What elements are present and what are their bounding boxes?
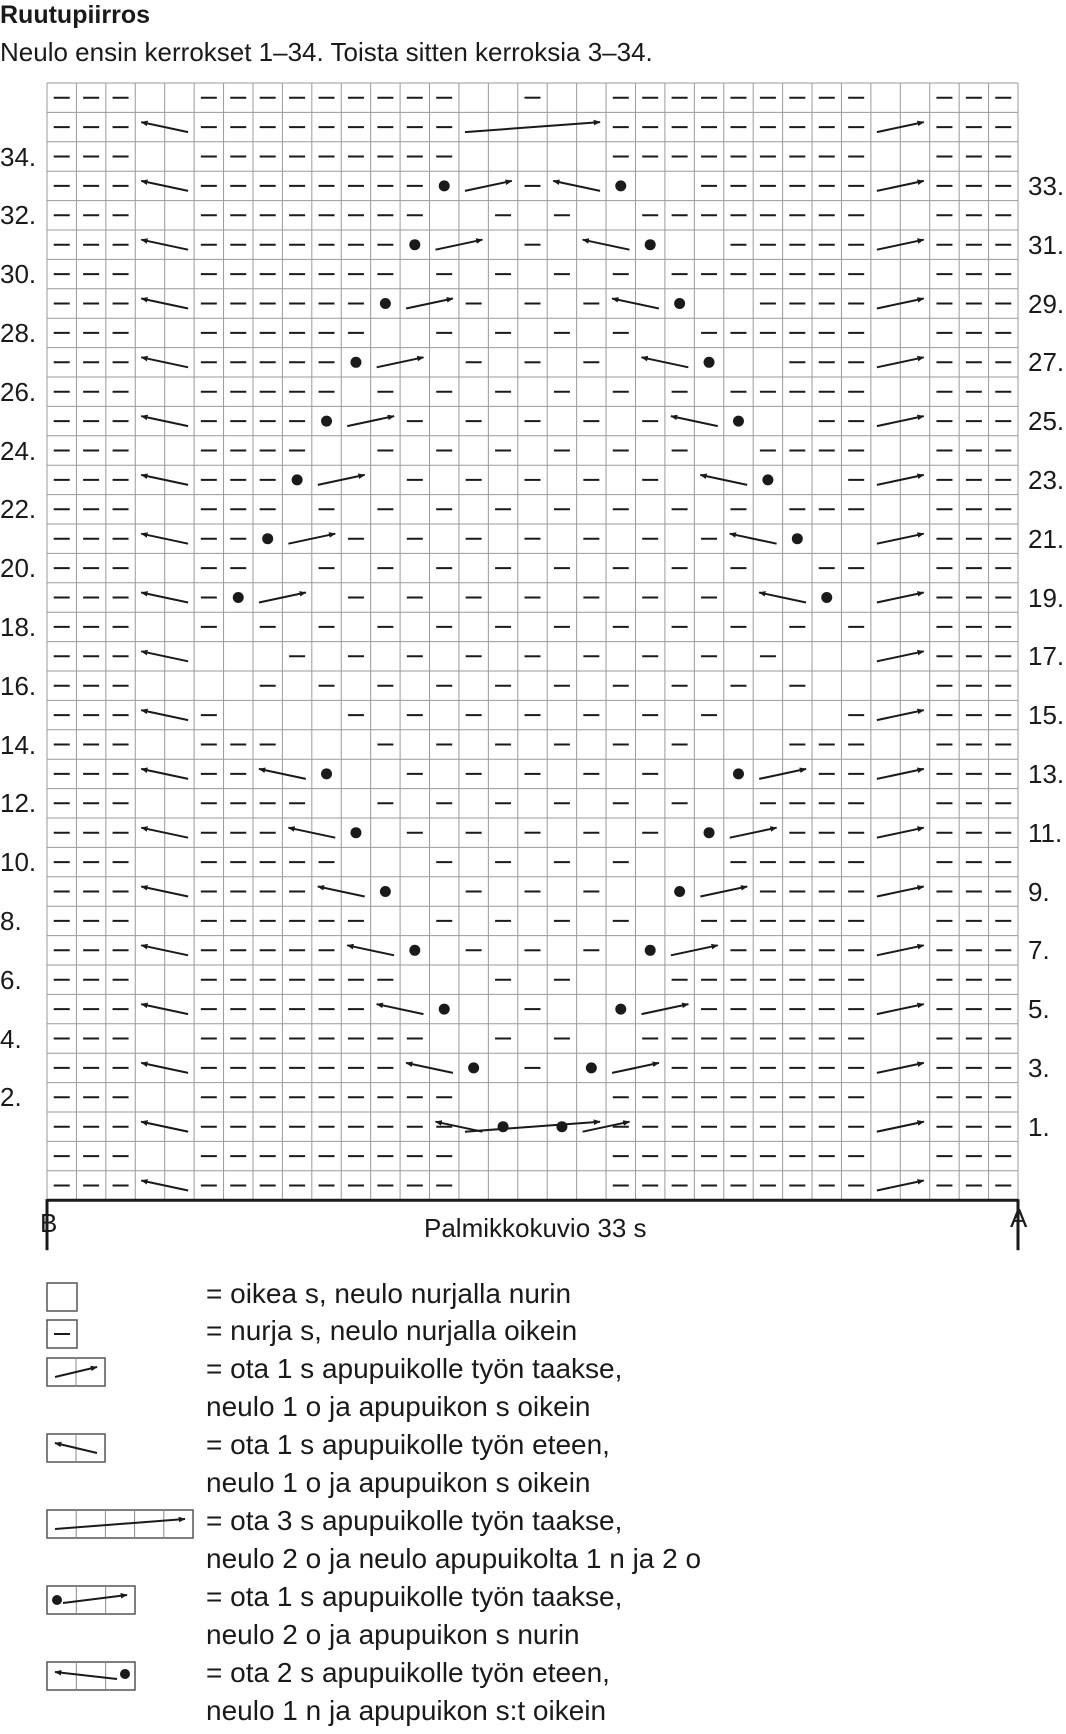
row-label-odd: 17. <box>1028 641 1065 672</box>
row-label-even: 2. <box>0 1082 22 1113</box>
row-label-even: 22. <box>0 494 37 525</box>
cable-dot <box>733 416 744 427</box>
chart-title: Ruutupiirros <box>0 1 150 29</box>
legend-text: neulo 1 n ja apupuikon s:t oikein <box>206 1695 607 1726</box>
legend-symbol-knit-square <box>47 1283 77 1311</box>
row-label-odd: 31. <box>1028 229 1065 260</box>
row-label-odd: 1. <box>1028 1111 1050 1142</box>
row-label-odd: 21. <box>1028 523 1065 554</box>
row-label-even: 8. <box>0 905 22 936</box>
cable-dot <box>468 1062 479 1073</box>
row-label-odd: 19. <box>1028 582 1065 613</box>
cable-dot <box>762 474 773 485</box>
row-label-odd: 13. <box>1028 758 1065 789</box>
row-label-even: 20. <box>0 553 37 584</box>
row-label-even: 10. <box>0 847 37 878</box>
chart-instruction: Neulo ensin kerrokset 1–34. Toista sitten kerroksia 3–34. <box>0 37 653 67</box>
row-label-even: 32. <box>0 200 37 231</box>
cable-dot <box>615 1004 626 1015</box>
legend-symbol-cross-3-back <box>47 1510 193 1538</box>
row-label-even: 24. <box>0 435 37 466</box>
row-label-odd: 3. <box>1028 1052 1050 1083</box>
cable-dot <box>292 474 303 485</box>
row-label-odd: 11. <box>1028 817 1063 848</box>
cable-dot <box>321 416 332 427</box>
legend-text: = ota 1 s apupuikolle työn taakse, <box>206 1353 623 1384</box>
chart-caption: Palmikkokuvio 33 s <box>424 1213 647 1243</box>
cable-dot <box>498 1121 509 1132</box>
legend-symbol-cross-1-back <box>47 1358 105 1386</box>
row-label-even: 26. <box>0 376 37 407</box>
legend-text: = oikea s, neulo nurjalla nurin <box>206 1278 572 1309</box>
cable-dot <box>321 768 332 779</box>
edge-label-b: B <box>40 1208 58 1238</box>
row-label-odd: 23. <box>1028 464 1065 495</box>
legend-symbols <box>47 1283 193 1690</box>
legend-text: = ota 2 s apupuikolle työn eteen, <box>206 1657 610 1688</box>
cable-dot <box>233 592 244 603</box>
cable-dot <box>733 768 744 779</box>
row-label-even: 12. <box>0 788 37 819</box>
cable-dot <box>439 1004 450 1015</box>
row-label-even: 18. <box>0 611 37 642</box>
cable-dot <box>409 239 420 250</box>
edge-label-a: A <box>1010 1203 1028 1233</box>
legend-text: = ota 1 s apupuikolle työn eteen, <box>206 1429 610 1460</box>
legend-text: neulo 2 o ja apupuikon s nurin <box>206 1619 580 1650</box>
cable-dot <box>704 827 715 838</box>
row-label-even: 6. <box>0 964 22 995</box>
cable-dot <box>645 239 656 250</box>
legend-symbol-cross-2-front-purl <box>47 1662 135 1690</box>
row-label-odd: 7. <box>1028 935 1050 966</box>
legend-text: = ota 1 s apupuikolle työn taakse, <box>206 1581 623 1612</box>
legend-text: neulo 1 o ja apupuikon s oikein <box>206 1467 591 1498</box>
row-label-even: 30. <box>0 259 37 290</box>
cable-dot <box>674 298 685 309</box>
row-label-odd: 27. <box>1028 347 1065 378</box>
cable-dot <box>439 180 450 191</box>
legend-text: neulo 1 o ja apupuikon s oikein <box>206 1391 591 1422</box>
cable-dot <box>350 357 361 368</box>
row-label-even: 28. <box>0 317 37 348</box>
cable-dot <box>821 592 832 603</box>
cable-dot <box>586 1062 597 1073</box>
row-label-odd: 5. <box>1028 994 1050 1025</box>
cable-dot <box>380 886 391 897</box>
legend-symbol-cross-1-back-purl <box>47 1586 135 1614</box>
cable-dot <box>645 945 656 956</box>
legend-text: = ota 3 s apupuikolle työn taakse, <box>206 1505 623 1536</box>
cable-arrow <box>465 1122 600 1132</box>
row-label-odd: 29. <box>1028 288 1065 319</box>
cable-arrow <box>465 122 600 132</box>
row-label-odd: 9. <box>1028 876 1050 907</box>
row-label-odd: 25. <box>1028 406 1065 437</box>
row-label-odd: 15. <box>1028 700 1065 731</box>
legend-symbol-cross-1-front <box>47 1434 105 1462</box>
cable-dot <box>350 827 361 838</box>
cable-dot <box>380 298 391 309</box>
legend-text: neulo 2 o ja neulo apupuikolta 1 n ja 2 o <box>206 1543 702 1574</box>
cable-dot <box>615 180 626 191</box>
cable-dot <box>792 533 803 544</box>
row-label-even: 16. <box>0 670 37 701</box>
row-label-even: 4. <box>0 1023 22 1054</box>
cable-dot <box>409 945 420 956</box>
cable-dot <box>674 886 685 897</box>
cable-dot <box>704 357 715 368</box>
cable-dot <box>556 1121 567 1132</box>
legend-text: = nurja s, neulo nurjalla oikein <box>206 1315 578 1346</box>
cable-dot <box>262 533 273 544</box>
row-label-even: 34. <box>0 141 37 172</box>
chart-symbols <box>54 98 1012 1191</box>
row-label-odd: 33. <box>1028 170 1065 201</box>
row-label-even: 14. <box>0 729 37 760</box>
legend-symbol-purl-square <box>47 1320 77 1348</box>
chart-grid <box>47 83 1018 1250</box>
